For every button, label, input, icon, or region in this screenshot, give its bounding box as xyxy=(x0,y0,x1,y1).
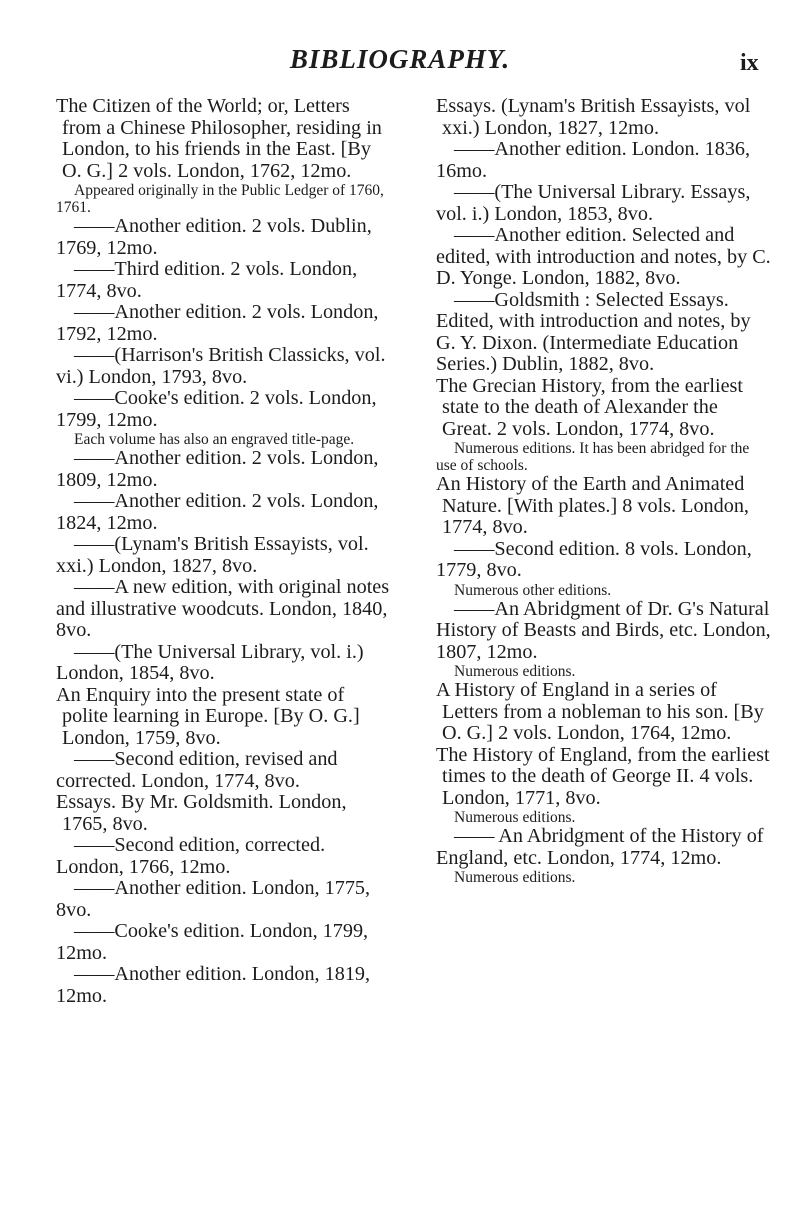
note-numerous-editions: Numerous editions. xyxy=(454,663,576,680)
note-public-ledger: Appeared originally in the Public Ledger of 1760, 1761. xyxy=(56,182,384,216)
sub-entry: ——(Lynam's British Essayists, vol. xxi.) London, 1827, 8vo. xyxy=(56,533,369,577)
sub-entry: ——Second edition, corrected. London, 1766, 12mo. xyxy=(56,834,326,878)
bib-entry-animated-nature: An History of the Earth and Animated Nature. [With plates.] 8 vols. London, 1774, 8vo. xyxy=(436,473,749,538)
running-title: BIBLIOGRAPHY. xyxy=(289,44,511,74)
sub-entry: ——Second edition. 8 vols. London, 1779, 8vo. xyxy=(436,537,752,581)
sub-entry: ——Third edition. 2 vols. London, 1774, 8vo. xyxy=(56,258,358,302)
sub-entry: ——Another edition. 2 vols. London, 1792, 12mo. xyxy=(56,301,379,345)
page-header xyxy=(0,44,801,84)
sub-entry: ——Another edition. London, 1819, 12mo. xyxy=(56,963,371,1007)
left-column xyxy=(56,96,392,1007)
sub-entry: ——Another edition. Selected and edited, with introduction and notes, by C. D. Yonge. London, 1882, 8vo. xyxy=(436,224,771,289)
sub-entry: ——Another edition. London. 1836, 16mo. xyxy=(436,138,751,182)
note-numerous-editions: Numerous other editions. xyxy=(454,581,612,599)
sub-entry: ——Another edition. 2 vols. London, 1809, 12mo. xyxy=(56,447,379,491)
note-numerous-editions: Numerous editions. xyxy=(454,869,576,886)
sub-entry: ——Another edition. 2 vols. London, 1824, 12mo. xyxy=(56,490,379,534)
bib-entry-citizen-of-the-world: The Citizen of the World; or, Letters from a Chinese Philosopher, residing in London, to his friends in the East. [By O. G.] 2 vols. London, 1762, 12mo. xyxy=(56,95,382,182)
sub-entry: ——An Abridgment of Dr. G's Natural History of Beasts and Birds, etc. London, 1807, 12mo. xyxy=(436,597,771,663)
page-number: ix xyxy=(740,50,759,76)
bib-entry-history-of-england-letters: A History of England in a series of Letters from a nobleman to his son. [By O. G.] 2 vols. London, 1764, 12mo. xyxy=(436,679,764,744)
sub-entry: ——Goldsmith : Selected Essays. Edited, with introduction and notes, by G. Y. Dixon. (Intermediate Education Series.) Dublin, 1882, 8vo. xyxy=(436,288,751,375)
sub-entry: ——Cooke's edition. London, 1799, 12mo. xyxy=(56,920,369,964)
sub-entry: ——Another edition. London, 1775, 8vo. xyxy=(56,877,371,921)
sub-entry: ——Cooke's edition. 2 vols. London, 1799, 12mo. xyxy=(56,387,377,431)
bib-entry-essays: Essays. By Mr. Goldsmith. London, 1765, 8vo. xyxy=(56,791,347,835)
bib-entry-grecian-history: The Grecian History, from the earliest state to the death of Alexander the Great. 2 vols. London, 1774, 8vo. xyxy=(436,374,743,440)
sub-entry: ——Another edition. 2 vols. Dublin, 1769, 12mo. xyxy=(56,215,372,259)
bib-entry-enquiry: An Enquiry into the present state of polite learning in Europe. [By O. G.] London, 1759, 8vo. xyxy=(56,683,360,749)
bib-entry-essays-lynam: Essays. (Lynam's British Essayists, vol xxi.) London, 1827, 12mo. xyxy=(436,95,751,139)
bib-entry-history-of-england: The History of England, from the earliest times to the death of George II. 4 vols. London, 1771, 8vo. xyxy=(436,743,770,809)
right-column xyxy=(436,96,772,886)
sub-entry: ——(The Universal Library. Essays, vol. i.) London, 1853, 8vo. xyxy=(436,181,751,225)
note-engraved-title: Each volume has also an engraved title-page. xyxy=(74,431,355,448)
sub-entry: ——A new edition, with original notes and illustrative woodcuts. London, 1840, 8vo. xyxy=(56,576,390,641)
note-numerous-editions: Numerous editions. xyxy=(454,809,576,826)
sub-entry: ——Second edition, revised and corrected. London, 1774, 8vo. xyxy=(56,748,338,792)
sub-entry: ——(The Universal Library, vol. i.) London, 1854, 8vo. xyxy=(56,640,364,684)
sub-entry: ——(Harrison's British Classicks, vol. vi.) London, 1793, 8vo. xyxy=(56,344,386,388)
sub-entry: —— An Abridgment of the History of England, etc. London, 1774, 12mo. xyxy=(436,825,764,869)
note-numerous-editions: Numerous editions. It has been abridged for the use of schools. xyxy=(436,440,750,474)
